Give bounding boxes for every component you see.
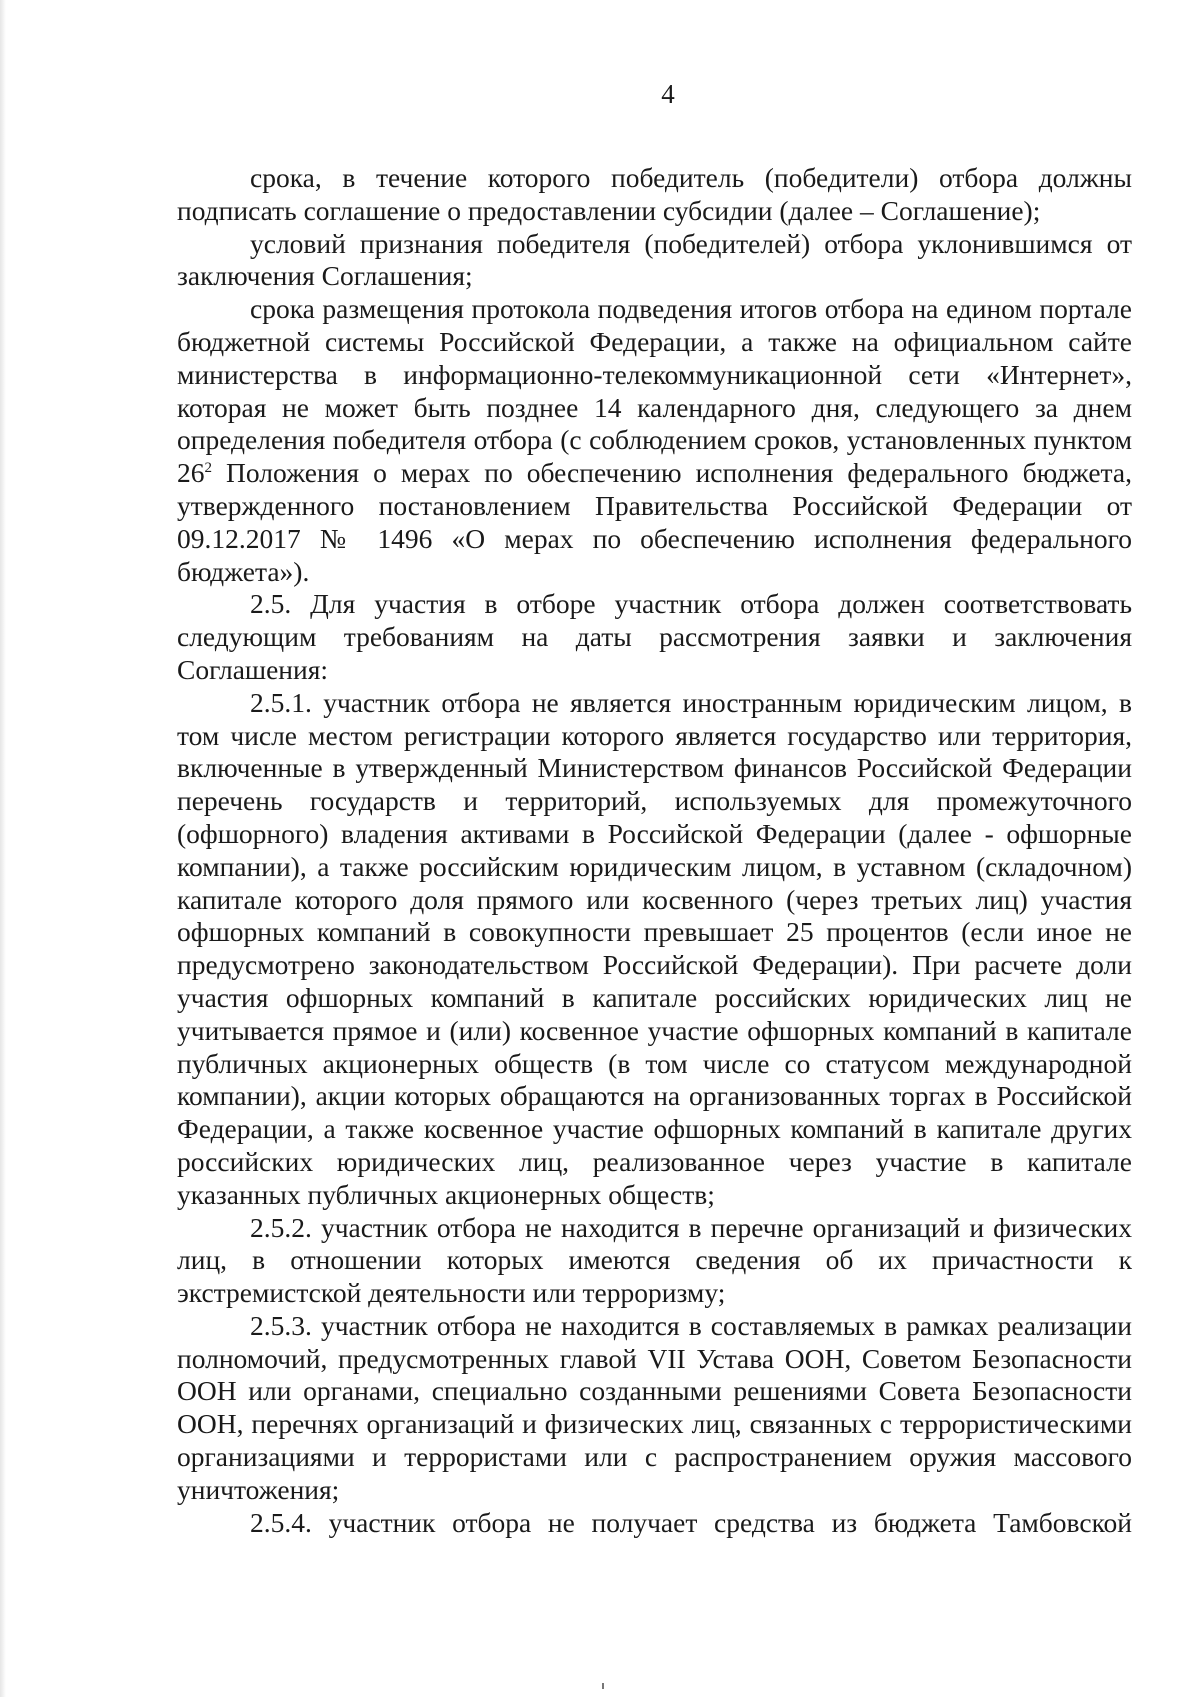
paragraph-2-5-2-extremism: 2.5.2. участник отбора не находится в перечне организаций и физических лиц, в отношении которых имеются сведения об их причастности к экстремистской деятельности или терроризму; bbox=[177, 1211, 1132, 1309]
paragraph-signing-deadline: срока, в течение которого победитель (победители) отбора должны подписать соглашение о предоставлении субсидии (далее – Соглашение); bbox=[177, 162, 1132, 226]
scan-speck bbox=[602, 1683, 604, 1689]
paragraph-protocol-publication bbox=[177, 293, 1132, 588]
paragraph-2-5-4-budget: 2.5.4. участник отбора не получает средства из бюджета Тамбовской bbox=[250, 1506, 1132, 1538]
paragraph-2-5-requirements: 2.5. Для участия в отборе участник отбора должен соответствовать следующим требованиям на даты рассмотрения заявки и заключения Соглашения: bbox=[177, 588, 1132, 685]
superscript-2: 2 bbox=[204, 460, 212, 477]
page-number: 4 bbox=[661, 79, 675, 109]
paragraph-protocol-text-1: срока размещения протокола подведения итогов отбора на едином портале бюджетной системы Российской Федерации, а также на официальном сайте министерства в информационно-телекоммуникационной сети «Интернет», которая не может быть позднее 14 календарного дня, следующего за днем определения победителя отбора (с соблюдением сроков, установленных пунктом 26 bbox=[177, 293, 1132, 489]
document-body bbox=[177, 162, 1132, 1539]
paragraph-protocol-text-2: Положения о мерах по обеспечению исполнения федерального бюджета, утвержденного постановлением Правительства Российской Федерации от 09.12.2017 № 1496 «О мерах по обеспечению исполнения федерального бюджета»). bbox=[177, 457, 1132, 587]
scan-edge-shadow bbox=[0, 0, 6, 1697]
paragraph-2-5-3-un-lists: 2.5.3. участник отбора не находится в составляемых в рамках реализации полномочий, предусмотренных главой VII Устава ООН, Советом Безопасности ООН или органами, специально созданными решениями Совета Безопасности ООН, перечнях организаций и физических лиц, связанных с террористическими организациями и террористами или с распространением оружия массового уничтожения; bbox=[177, 1309, 1132, 1505]
paragraph-2-5-1-offshore: 2.5.1. участник отбора не является иностранным юридическим лицом, в том числе местом регистрации которого является государство или территория, включенные в утвержденный Министерством финансов Российской Федерации перечень государств и территорий, используемых для промежуточного (офшорного) владения активами в Российской Федерации (далее - офшорные компании), а также российским юридическим лицом, в уставном (складочном) капитале которого доля прямого или косвенного (через третьих лиц) участия офшорных компаний в совокупности превышает 25 процентов (если иное не предусмотрено законодательством Российской Федерации). При расчете доли участия офшорных компаний в капитале российских юридических лиц не учитывается прямое и (или) косвенное участие офшорных компаний в капитале публичных акционерных обществ (в том числе со статусом международной компании), акции которых обращаются на организованных торгах в Российской Федерации, а также косвенное участие офшорных компаний в капитале других российских юридических лиц, реализованное через участие в капитале указанных публичных акционерных обществ; bbox=[177, 686, 1132, 1210]
paragraph-evasion-conditions: условий признания победителя (победителей) отбора уклонившимся от заключения Соглашения; bbox=[177, 227, 1132, 292]
